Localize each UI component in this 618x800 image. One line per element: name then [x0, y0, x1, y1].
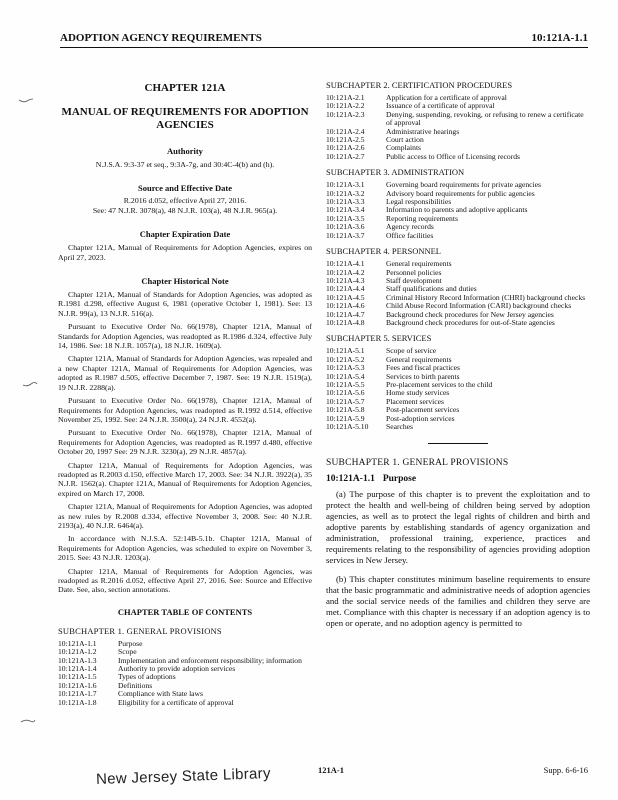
toc-entry: 10:121A-1.1 Purpose	[58, 638, 143, 648]
library-stamp: New Jersey State Library	[95, 764, 272, 789]
chapter-title: MANUAL OF REQUIREMENTS FOR ADOPTION AGENCIES	[61, 106, 309, 131]
scan-mark	[20, 718, 36, 724]
toc-entry: 10:121A-5.1 Scope of service	[326, 346, 437, 356]
toc-entry: 10:121A-3.7 Office facilities	[326, 230, 434, 240]
subchapter-3-heading: SUBCHAPTER 3. ADMINISTRATION	[326, 167, 465, 178]
toc-entry: 10:121A-2.5 Court action	[326, 135, 424, 145]
toc-entry: 10:121A-5.10 Searches	[326, 422, 413, 431]
toc-entry: 10:121A-4.2 Personnel policies	[326, 267, 442, 277]
toc-entry: 10:121A-1.5 Types of adoptions	[58, 672, 176, 682]
toc-entry: 10:121A-4.7 Background check procedures for New Jersey agencies	[326, 309, 554, 319]
source-citation: See: 47 N.J.R. 3078(a), 48 N.J.R. 103(a), 48 N.J.R. 965(a).	[92, 205, 278, 215]
history-note: Chapter 121A, Manual of Standards for Adoption Agencies, was repealed and a new Chapter 121A, Manual of Requirements for Adoption Agencies, was adopted as R.1987 d.505, effective December 7, 1987. See: 19 N.J.R. 1519(a), 19 N.J.R. 2288(a).	[58, 354, 312, 392]
section-heading	[326, 474, 590, 484]
toc-entry: 10:121A-5.6 Home study services	[326, 388, 450, 398]
toc-entry: 10:121A-3.4 Information to parents and adoptive applicants	[326, 205, 528, 215]
authority-heading: Authority	[167, 146, 203, 156]
header-section-number: 10:121A-1.1	[531, 32, 588, 44]
page-number: 121A-1	[318, 765, 344, 775]
toc-entry: 10:121A-5.2 General requirements	[326, 354, 452, 364]
header-title: ADOPTION AGENCY REQUIREMENTS	[60, 32, 262, 44]
history-note: In accordance with N.J.S.A. 52:14B-5.1b. Chapter 121A, Manual of Requirements for Adoption Agencies, was scheduled to expire on November 3, 2015. See: 43 N.J.R. 1203(a).	[58, 534, 312, 563]
history-note: Chapter 121A, Manual of Requirements for Adoption Agencies, was readopted as R.2003 d.150, effective March 17, 2003. See: 34 N.J.R. 3922(a), 35 N.J.R. 1562(a). Chapter 121A, Manual of Requirements for Adoption Agencies, expired on March 17, 2008.	[58, 460, 312, 498]
section-title: Purpose	[382, 474, 417, 485]
toc-entry: 10:121A-3.2 Advisory board requirements for public agencies	[326, 188, 535, 198]
paragraph-b: (b) This chapter constitutes minimum baseline requirements to ensure that the basic programmatic and administrative needs of adoption agencies and the social service needs of the families and children they serve are met. Compliance with this chapter is necessary if an adoption agency is to open or operate, and no adoption agency is permitted to	[326, 574, 590, 629]
toc-entry: 10:121A-1.3 Implementation and enforcement responsibility; information	[58, 655, 302, 665]
scan-mark	[22, 382, 38, 388]
running-header	[60, 32, 588, 48]
scan-mark	[18, 98, 34, 104]
toc-entry: 10:121A-2.2 Issuance of a certificate of approval	[326, 101, 495, 111]
toc-entry: 10:121A-2.7 Public access to Office of Licensing records	[326, 151, 520, 161]
subchapter-4-heading: SUBCHAPTER 4. PERSONNEL	[326, 246, 442, 257]
source-heading: Source and Effective Date	[137, 183, 233, 194]
right-column	[326, 80, 590, 629]
toc-entry: 10:121A-2.6 Complaints	[326, 143, 422, 153]
provisions-heading: SUBCHAPTER 1. GENERAL PROVISIONS	[326, 458, 509, 469]
toc-entry: 10:121A-5.5 Pre-placement services to the child	[326, 379, 493, 389]
subchapter-2-heading: SUBCHAPTER 2. CERTIFICATION PROCEDURES	[326, 80, 513, 90]
toc-entry: 10:121A-2.1 Application for a certificate of approval	[326, 93, 507, 102]
toc-entry: 10:121A-3.5 Reporting requirements	[326, 213, 458, 223]
supplement-date: Supp. 6-6-16	[543, 765, 588, 775]
history-note: Chapter 121A, Manual of Requirements for Adoption Agencies, was readopted as R.2016 d.052, effective April 27, 2016. See: Source and Effective Date. See, also, section annotations.	[58, 566, 312, 595]
toc-entry: 10:121A-5.8 Post-placement services	[326, 405, 460, 415]
subchapter-2-list	[326, 94, 590, 161]
toc-entry: 10:121A-4.6 Child Abuse Record Information (CARI) background checks	[326, 301, 572, 311]
paragraph-a: (a) The purpose of this chapter is to prevent the exploitation and to protect the health and well-being of children being served by adoption agencies, as well as to protect the legal rights of children and birth and adoptive parents by establishing standards of agency organization and administration, professional training, experience, practices and requirements relating to the responsibility of agencies providing adoption services in New Jersey.	[326, 489, 590, 566]
chapter-number: CHAPTER 121A	[144, 82, 226, 94]
subchapter-3-list	[326, 181, 590, 240]
toc-entry: 10:121A-5.4 Services to birth parents	[326, 371, 460, 381]
toc-entry: 10:121A-1.7 Compliance with State laws	[58, 689, 203, 699]
toc-entry: 10:121A-1.4 Authority to provide adoption services	[58, 664, 236, 674]
subchapter-5-heading: SUBCHAPTER 5. SERVICES	[326, 333, 432, 344]
toc-entry: 10:121A-1.2 Scope	[58, 647, 137, 657]
history-note: Pursuant to Executive Order No. 66(1978), Chapter 121A, Manual of Standards for Adoption Agencies, was readopted as R.1986 d.324, effective July 14, 1986. See: 18 N.J.R. 1057(a), 18 N.J.R. 1609(a).	[58, 322, 312, 351]
toc-entry: 10:121A-4.4 Staff qualifications and duties	[326, 284, 477, 294]
toc-heading: CHAPTER TABLE OF CONTENTS	[117, 606, 253, 617]
section-divider	[428, 443, 488, 444]
toc-entry: 10:121A-1.6 Definitions	[58, 680, 153, 690]
subchapter-5-list	[326, 347, 590, 431]
history-heading: Chapter Historical Note	[141, 276, 229, 287]
toc-entry: 10:121A-3.3 Legal responsibilities	[326, 197, 452, 207]
authority-text: N.J.S.A. 9:3-37 et seq., 9:3A-7g, and 30:4C-4(b) and (h).	[95, 160, 275, 169]
subchapter-1-heading: SUBCHAPTER 1. GENERAL PROVISIONS	[58, 625, 222, 636]
source-text: R.2016 d.052, effective April 27, 2016.	[123, 196, 247, 206]
expiration-text: Chapter 121A, Manual of Requirements for Adoption Agencies, expires on April 27, 2023.	[58, 243, 312, 262]
history-note: Pursuant to Executive Order No. 66(1978), Chapter 121A, Manual of Requirements for Adoption Agencies, was readopted as R.1992 d.514, effective November 25, 1992. See: 24 N.J.R. 3500(a), 24 N.J.R. 4552(a).	[58, 396, 312, 424]
toc-entry: 10:121A-3.6 Agency records	[326, 222, 434, 232]
section-number: 10:121A-1.1	[326, 474, 375, 485]
history-note: Chapter 121A, Manual of Requirements for Adoption Agencies, was adopted as new rules by R.2008 d.334, effective November 3, 2008. See: 40 N.J.R. 2193(a), 40 N.J.R. 6464(a).	[58, 502, 312, 530]
toc-entry: 10:121A-4.8 Background check procedures for out-of-State agencies	[326, 317, 555, 327]
toc-entry: 10:121A-5.9 Post-adoption services	[326, 413, 455, 423]
toc-entry: 10:121A-5.7 Placement services	[326, 396, 444, 406]
toc-entry: 10:121A-2.3 Denying, suspending, revoking, or refusing to renew a certificate of approval	[326, 109, 584, 128]
toc-entry: 10:121A-4.5 Criminal History Record Information (CHRI) background checks	[326, 292, 586, 302]
expiration-heading: Chapter Expiration Date	[139, 229, 231, 240]
history-note: Chapter 121A, Manual of Standards for Adoption Agencies, was adopted as R.1981 d.298, effective August 6, 1981 (operative October 1, 1981). See: 13 N.J.R. 99(a), 13 N.J.R. 516(a).	[58, 290, 312, 318]
subchapter-4-list	[326, 260, 590, 327]
toc-entry: 10:121A-2.4 Administrative hearings	[326, 126, 460, 136]
toc-entry: 10:121A-1.8 Eligibility for a certificate of approval	[58, 697, 234, 707]
header-rule	[60, 47, 588, 48]
subchapter-1-list	[58, 640, 312, 707]
toc-entry: 10:121A-4.3 Staff development	[326, 275, 442, 285]
toc-entry: 10:121A-4.1 General requirements	[326, 259, 452, 269]
left-column	[58, 62, 312, 707]
toc-entry: 10:121A-5.3 Fees and fiscal practices	[326, 363, 461, 373]
history-note: Pursuant to Executive Order No. 66(1978), Chapter 121A, Manual of Requirements for Adoption Agencies, was readopted as R.1997 d.480, effective October 20, 1997 See: 29 N.J.R. 3230(a), 29 N.J.R. 4857(a).	[58, 428, 312, 457]
toc-entry: 10:121A-3.1 Governing board requirements for private agencies	[326, 180, 541, 190]
